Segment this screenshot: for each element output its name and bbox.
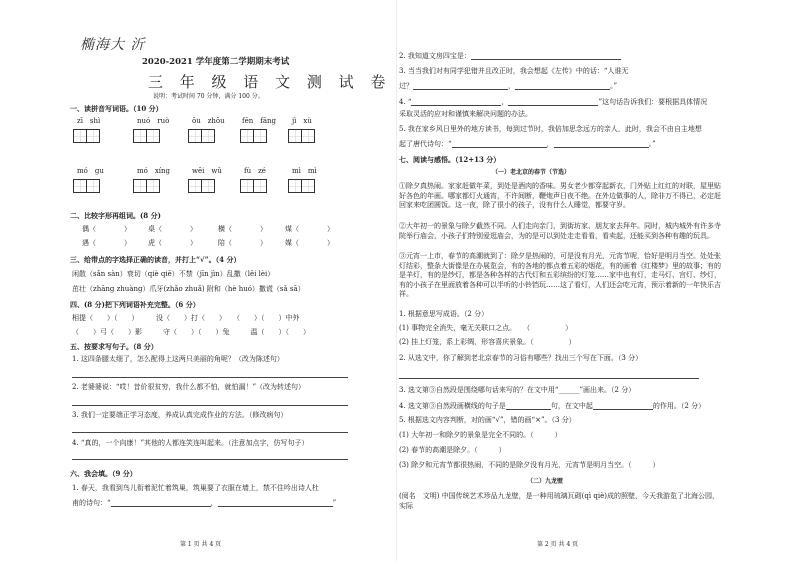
answer-line[interactable]: [72, 459, 348, 460]
q3-line1: 3. 当当我们对有同学犯错并且改正时，我会想起《左传》中的话：“人谁无: [399, 67, 629, 75]
s6-q1-comma: ，: [210, 499, 218, 507]
compare-item: 虎（ ）: [148, 239, 197, 247]
compare-item: 遇（ ）: [82, 239, 131, 247]
s5-question: 2. 老婆婆说：“哎！昔价很贫穷，我什么都不怕，就怕漏！”（改为转述句）: [72, 383, 306, 391]
page-footer: 第 1 页 共 4 页: [180, 541, 222, 548]
s5-question: 1. 这四条腿太细了，怎么配得上这两只美丽的角呢？（改为陈述句）: [72, 355, 284, 363]
section-2-heading: 二、比较字形再组词。(8 分): [70, 211, 161, 220]
fill-blank[interactable]: [593, 402, 653, 410]
passage-1-title: （一）老北京的春节（节选）: [492, 169, 571, 176]
passage-para-2: ②大年初一的景象与除夕截然不同。人们走向亲门，到街坊家、朋友家去拜年。同时，城内城外有许多寺院举行庙会，小孩子们特别爱逛庙会，为的是可以到处走走看看，看卖起，还能买到各种有趣的玩具。: [399, 222, 721, 240]
fill-blank[interactable]: [554, 140, 649, 148]
q4-open: 4. “: [399, 98, 412, 106]
pinyin: zī shì: [77, 117, 101, 125]
passage-para-1: ①除夕真热闹。家家赶做年菜，到处是酒肉的香味。男女老少都穿起新衣，门外贴上红红的对联，屋里贴好各色的年画。哪家都灯火通宵，不许间断，鞭炮声日夜不绝。在外边做事的人，除非万不得已，必定赶回家来吃团圆饭。这一夜，除了很小的孩子，没有什么人睡觉，都要守岁。: [399, 182, 721, 209]
r4-question: [399, 402, 705, 410]
compare-item: 偶（ ）: [82, 225, 131, 233]
s5-question: 4. “真的，一个向康！”其他的人都连笑连叫起来。（注意加点字，仿写句子）: [72, 439, 309, 447]
q5-line2: [399, 140, 656, 148]
pinyin: nuó ruò: [137, 117, 170, 125]
s4-line: 相提（ ）（ ） 没（ ）打（ ） （ ）（ ）中外: [72, 314, 300, 322]
tianzige-box[interactable]: [73, 179, 99, 193]
compare-item: 陪（ ）: [218, 239, 267, 247]
compare-item: 媒（ ）: [285, 239, 334, 247]
q4-line2: 采取灵活的应对和谨慎来解决问题的办法。: [399, 110, 532, 118]
section-5-heading: 五、按要求写句子。（8 分）: [70, 342, 158, 351]
s3-line: 茁壮（zhāng zhuàng）爪牙(zhǎo zhuǎ) 附和（hè huó）撒谎（sǎ sā）: [72, 285, 305, 293]
exam-subtitle: 三 年 级 语 文 测 试 卷: [148, 73, 392, 91]
q4-comma: ，: [501, 98, 509, 106]
answer-line[interactable]: [72, 432, 348, 433]
s6-question-cont: [72, 499, 336, 507]
passage-para-3: ③元宵一上市，春节的高潮就到了：除夕是热闹的，可是没有月光，元宵节呢，恰好是明月当空。处处张灯结彩，整条大街像是在办展览会，有的各地的都点着五彩的烟花，有的画着《红楼梦》里的故事；有的是羊灯，有的是纱灯，都是各种各样的古代灯和五彩缤纷的灯笼……家中也有灯，走马灯、宫灯、纱灯，有的小孩子在里面放着各种可以半听的小铃铛玩……这了看灯，人们还会吃元宵，预示着新的一年快乐吉祥。: [399, 252, 721, 298]
compare-item: 桌（ ）: [148, 225, 197, 233]
tianzige-box[interactable]: [240, 129, 266, 143]
pinyin: mì mì: [292, 167, 317, 175]
q3-comma: ，: [508, 82, 515, 90]
s6-question: 1. 春天，我看到鸟儿衔着泥忙着筑巢，筑巢要了衣服在墙上，禁不住吟出诗人杜: [72, 484, 319, 492]
pinyin: mó gu: [77, 167, 104, 175]
exam-title: 2020-2021 学年度第二学期期末考试: [142, 57, 290, 67]
pinyin: fù zé: [244, 167, 266, 175]
tianzige-box[interactable]: [188, 179, 214, 193]
tianzige-box[interactable]: [133, 179, 159, 193]
handwriting: 椭海大 沂: [80, 37, 146, 53]
tianzige-box[interactable]: [240, 179, 266, 193]
q4-line1: [399, 98, 707, 106]
passage-2-title: （二）九龙壁: [527, 478, 564, 485]
tianzige-box[interactable]: [288, 129, 314, 143]
section-1-heading: 一、读拼音写词语。（10 分）: [70, 104, 163, 113]
tianzige-box[interactable]: [73, 129, 99, 143]
q3-close: 。”: [610, 82, 618, 90]
s3-line: 闲散（sǎn sàn）衰切（qiè qiē）不禁（jīn jìn）乱撒（lěi lèi）: [72, 270, 275, 278]
page-footer: 第 2 页 共 4 页: [537, 541, 579, 548]
r5-heading: 5. 根据选文内容判断，对的画“√”，错的画“×”。（3 分）: [399, 416, 576, 424]
answer-line[interactable]: [72, 405, 348, 406]
s4-line: （ ）弓（ ）影 守（ ）（ ）兔 温（ ）（ ）: [72, 328, 310, 336]
fill-blank[interactable]: [452, 140, 547, 148]
tianzige-box[interactable]: [288, 179, 314, 193]
r4-text-b: 句，在文中起: [550, 402, 593, 410]
fill-blank[interactable]: [218, 499, 333, 507]
section-4-heading: 四、(8 分)把下列词语补充完整。（6 分）: [70, 300, 200, 309]
passage-2-para: (阅名 文明) 中国传统艺术珍品九龙壁，是一种用琉璃瓦砌(qì qiè)成的照壁，今天我游览了北海公园，实际: [399, 492, 719, 510]
q5-open: 起了唐代诗句：“: [399, 140, 452, 148]
answer-line[interactable]: [72, 377, 348, 378]
exam-info: 说明：考试时间 70 分钟，满分 100 分。: [153, 93, 264, 100]
r5-item: (3) 除夕和元宵节都很热闹，不同的是除夕没有月光，元宵节是明月当空。（ ）: [399, 461, 660, 469]
r3-question: 3. 选文第③自然段是围绕哪句话来写的？在文中用“______”画出来。（2 分）: [399, 386, 636, 394]
q5-comma: ，: [546, 140, 554, 148]
r2-question: 2. 从选文中，你了解到老北京春节的习俗有哪些？找出三个写在下面。（3 分）: [399, 354, 643, 362]
r4-text-a: 4. 选文第③自然段画横线的句子是: [399, 402, 506, 410]
fill-blank[interactable]: [515, 82, 610, 90]
q5-line1: 5. 我在家乡风日里外的地方读书，每到过节时，我倍加思念远方的亲人，此时，我会不由自主地想: [399, 125, 702, 133]
q3-open: 过？: [399, 82, 413, 90]
q2: [399, 52, 621, 60]
fill-blank[interactable]: [411, 98, 501, 106]
s6-q1-close: ”: [332, 499, 337, 507]
s6-q1-open: 甫的诗句：“: [72, 499, 111, 507]
r1-heading: 1. 根据意思写成语。（2 分）: [399, 310, 489, 318]
section-6-heading: 六、我会填。（9 分）: [70, 469, 137, 478]
fill-blank[interactable]: [471, 52, 621, 60]
pinyin: ōu zhōu: [192, 117, 225, 125]
q3-line2: [399, 82, 617, 90]
fill-blank[interactable]: [111, 499, 211, 507]
section-3-heading: 三、给带点的字选择正确的读音，并打上“√”。（4 分）: [70, 255, 241, 264]
s5-question: 3. 我们一定要端正学习态度，养成认真完成作业的方法。（修改病句）: [72, 411, 288, 419]
r4-text-c: 的作用。（2 分）: [652, 402, 706, 410]
section-7-heading: 七、阅读与感悟。（12+13 分）: [399, 155, 501, 164]
compare-item: 横（ ）: [218, 225, 267, 233]
r1-item: (2) 挂上灯笼，系上彩绸，形容喜庆景象。（ ）: [399, 338, 576, 346]
right-page: [397, 0, 794, 561]
pinyin: mó xíng: [137, 167, 171, 175]
tianzige-box[interactable]: [133, 129, 159, 143]
fill-blank[interactable]: [508, 98, 598, 106]
q5-close: 。”: [648, 140, 656, 148]
q2-text: 2. 我知道文房四宝是：: [399, 52, 471, 60]
compare-item: 煤（ ）: [285, 225, 334, 233]
fill-blank[interactable]: [506, 402, 551, 410]
r5-item: (2) 春节的高潮是除夕。（ ）: [399, 446, 506, 454]
r1-item: (1) 事物完全消失，毫无关联口之点。 （ ）: [399, 324, 573, 332]
fill-blank[interactable]: [413, 82, 508, 90]
r5-item: (1) 大年初一和除夕的景象是完全不同的。（ ）: [399, 431, 562, 439]
q4-text: ”这句话告诉我们：要根据具体情况: [598, 98, 708, 106]
answer-line[interactable]: [399, 378, 699, 379]
tianzige-box[interactable]: [188, 129, 214, 143]
pinyin: fēn fāng: [242, 117, 276, 125]
pinyin: wēi wǔ: [192, 167, 222, 175]
pinyin: jì xù: [292, 117, 312, 125]
